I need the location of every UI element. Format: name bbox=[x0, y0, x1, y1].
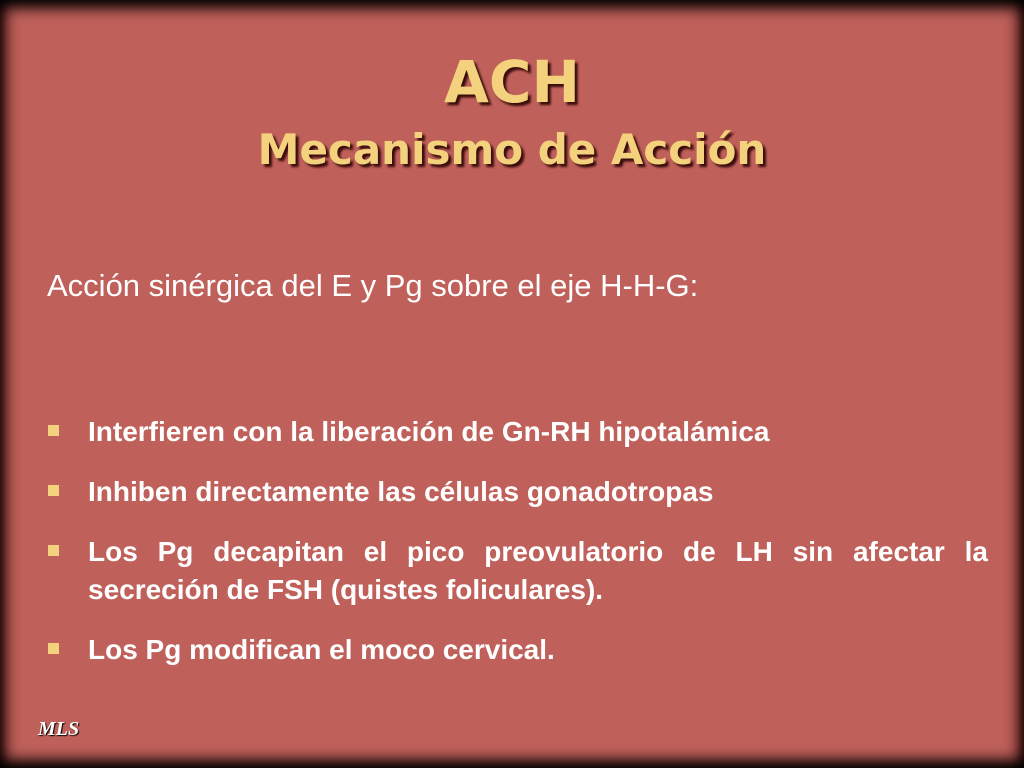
list-item bbox=[48, 533, 988, 609]
square-bullet-icon bbox=[48, 485, 59, 496]
square-bullet-icon bbox=[48, 643, 59, 654]
slide-subtitle: Mecanismo de Acción bbox=[257, 125, 767, 174]
bullet-list bbox=[48, 413, 988, 691]
list-item bbox=[48, 473, 988, 511]
section-heading: Acción sinérgica del E y Pg sobre el eje H-H-G: bbox=[47, 268, 699, 303]
square-bullet-icon bbox=[48, 545, 59, 556]
list-item-text: Los Pg modifican el moco cervical. bbox=[88, 634, 555, 665]
author-initials: MLS bbox=[38, 718, 80, 740]
slide-title: ACH bbox=[444, 48, 580, 116]
list-item-text: Inhiben directamente las células gonadotropas bbox=[88, 476, 714, 507]
list-item bbox=[48, 631, 988, 669]
square-bullet-icon bbox=[48, 425, 59, 436]
list-item bbox=[48, 413, 988, 451]
list-item-text: Interfieren con la liberación de Gn-RH hipotalámica bbox=[88, 416, 770, 447]
list-item-text: Los Pg decapitan el pico preovulatorio de LH sin afectar la secreción de FSH (quistes foliculares). bbox=[88, 536, 988, 605]
